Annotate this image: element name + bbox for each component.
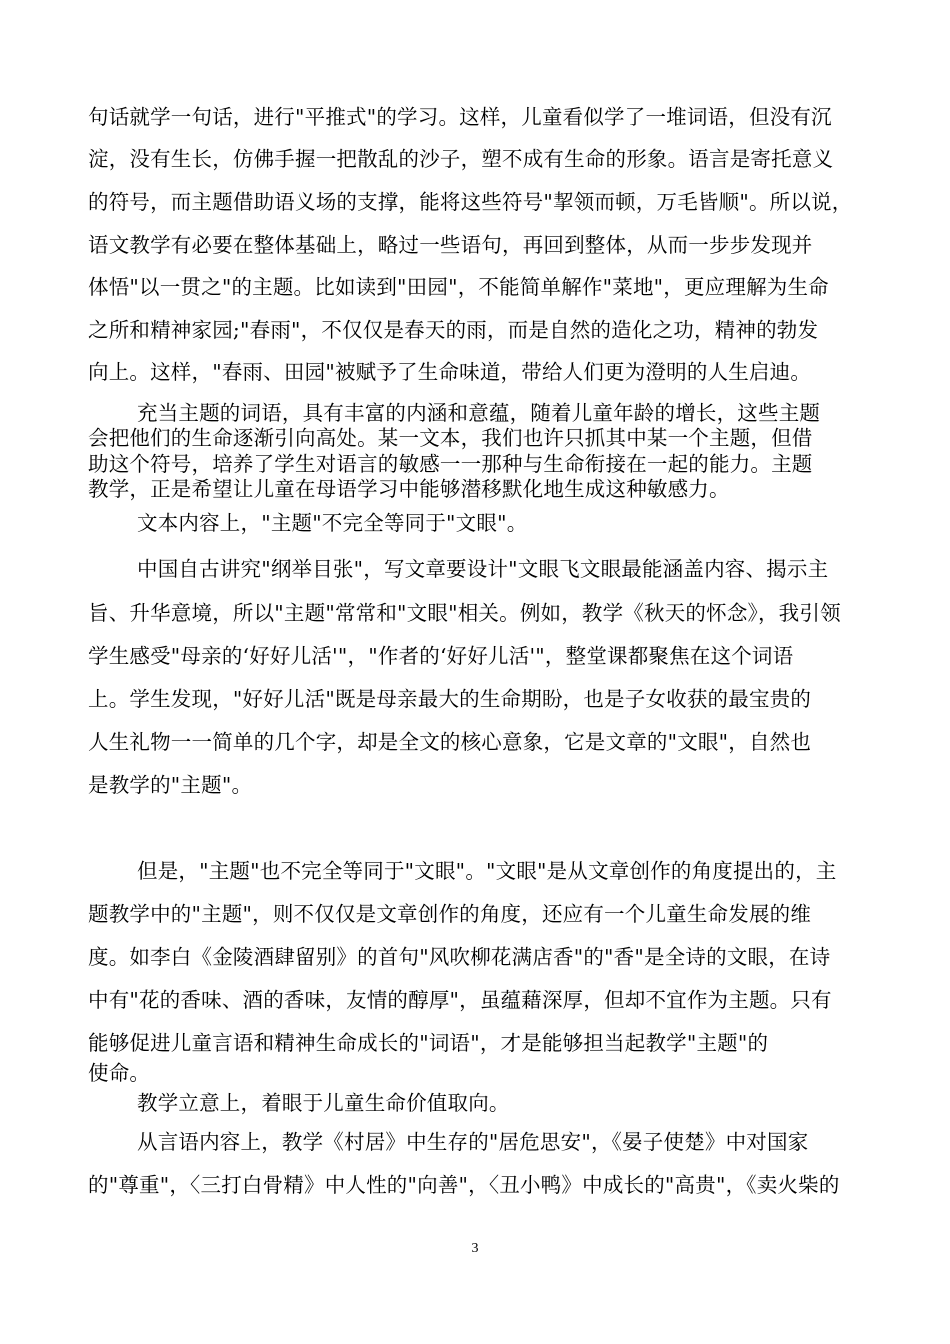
section-heading: 教学立意上，着眼于儿童生命价值取向。 (137, 1091, 510, 1115)
text-line: 体悟"以一贯之"的主题。比如读到"田园"，不能简单解作"菜地"，更应理解为生命 (88, 275, 829, 299)
text-line: 教学，正是希望让儿童在母语学习中能够潜移默化地生成这种敏感力。 (88, 477, 730, 501)
text-line: 会把他们的生命逐渐引向高处。某一文本，我们也许只抓其中某一个主题，但借 (88, 426, 813, 450)
text-line: 旨、升华意境，所以"主题"常常和"文眼"相关。例如，教学《秋天的怀念》，我引领 (88, 601, 841, 625)
text-line: 助这个符号，培养了学生对语言的敏感一一那种与生命衔接在一起的能力。主题 (88, 452, 813, 476)
paragraph-start-line: 但是，"主题"也不完全等同于"文眼"。"文眼"是从文章创作的角度提出的，主 (137, 859, 837, 883)
paragraph-start-line: 中国自古讲究"纲举目张"，写文章要设计"文眼飞文眼最能涵盖内容、揭示主 (137, 557, 829, 581)
text-line: 的符号，而主题借助语义场的支撑，能将这些符号"挈领而顿，万毛皆顺"。所以说， (88, 190, 853, 214)
text-line: 度。如李白《金陵酒肆留别》的首句"风吹柳花满店香"的"香"是全诗的文眼，在诗 (88, 945, 831, 969)
text-line: 使命。 (88, 1061, 151, 1085)
paragraph-start-line: 从言语内容上，教学《村居》中生存的"居危思安"，《晏子使楚》中对国家 (137, 1130, 809, 1154)
text-line: 人生礼物一一简单的几个字，却是全文的核心意象，它是文章的"文眼"，自然也 (88, 730, 812, 754)
text-line: 之所和精神家园;"春雨"，不仅仅是春天的雨，而是自然的造化之功，精神的勃发 (88, 318, 819, 342)
text-line: 淀，没有生长，仿佛手握一把散乱的沙子，塑不成有生命的形象。语言是寄托意义 (88, 147, 834, 171)
page-number: 3 (471, 1241, 479, 1256)
text-line: 向上。这样，"春雨、田园"被赋予了生命味道，带给人们更为澄明的人生启迪。 (88, 360, 812, 384)
text-line: 上。学生发现，"好好儿活"既是母亲最大的生命期盼，也是子女收获的最宝贵的 (88, 687, 812, 711)
text-line: 中有"花的香味、酒的香味，友情的醇厚"，虽蕴藉深厚，但却不宜作为主题。只有 (88, 988, 832, 1012)
text-line: 句话就学一句话，进行"平推式"的学习。这样，儿童看似学了一堆词语，但没有沉 (88, 105, 832, 129)
section-heading: 文本内容上，"主题"不完全等同于"文眼"。 (137, 511, 528, 535)
paragraph-start-line: 充当主题的词语，具有丰富的内涵和意蕴，随着儿童年龄的增长，这些主题 (137, 401, 821, 425)
text-line: 是教学的"主题"。 (88, 773, 253, 797)
text-line: 语文教学有必要在整体基础上，略过一些语句，再回到整体，从而一步步发现并 (88, 233, 813, 257)
text-line: 能够促进儿童言语和精神生命成长的"词语"，才是能够担当起教学"主题"的 (88, 1031, 769, 1055)
text-line: 学生感受"母亲的‘好好儿活'"，"作者的‘好好儿活'"，整堂课都聚焦在这个词语 (88, 644, 794, 668)
text-line: 题教学中的"主题"，则不仅仅是文章创作的角度，还应有一个儿童生命发展的维 (88, 902, 812, 926)
text-line: 的"尊重"，〈三打白骨精》中人性的"向善"，〈丑小鸭》中成长的"高贵"，《卖火柴的 (88, 1173, 840, 1197)
